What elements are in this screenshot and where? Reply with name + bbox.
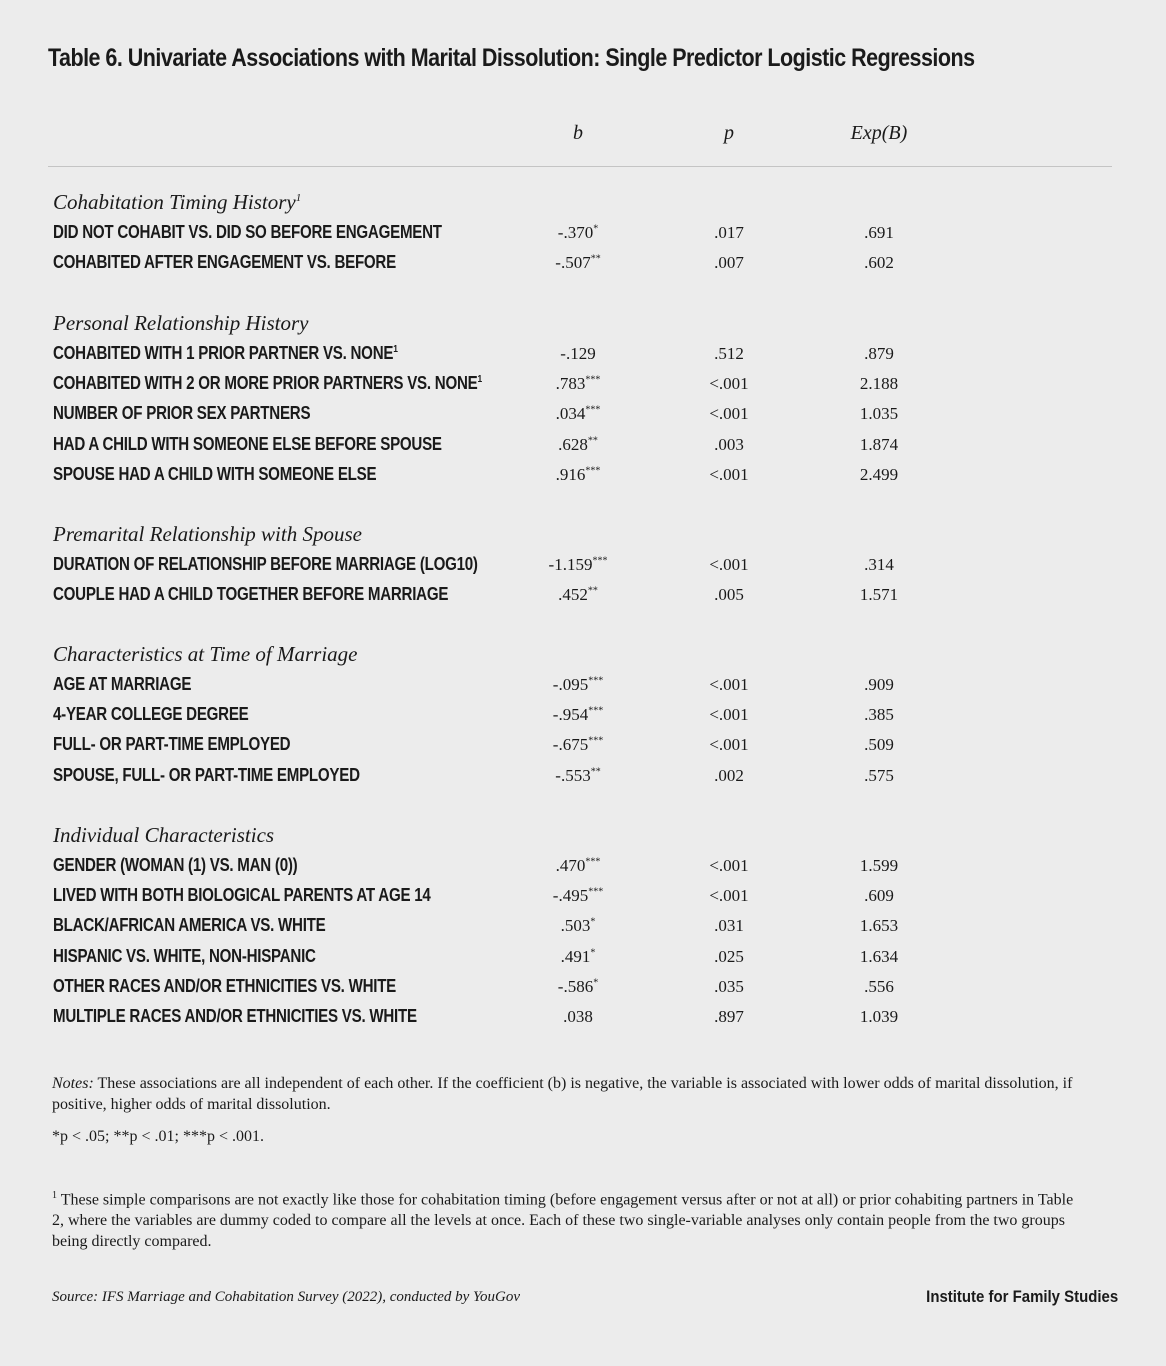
footnote-text: These simple comparisons are not exactly like those for cohabitation timing (before engagement versus after or not at all) or prior cohabiting partners in Table 2, where the variables are dummy coded to compare all the levels at once. Each of these two single-variable analyses only contain people from the two groups being directly compared.	[52, 1191, 1074, 1251]
section-heading-text: Personal Relationship History	[53, 311, 309, 335]
odds-ratio: .879	[864, 344, 894, 363]
footnote-marker: 1	[52, 1190, 57, 1201]
row-label	[53, 885, 431, 906]
coefficient-value: .038	[563, 1007, 593, 1026]
significance-stars: ***	[585, 374, 601, 386]
row-label-text: DURATION OF RELATIONSHIP BEFORE MARRIAGE (LOG10)	[53, 554, 478, 574]
coefficient-value: .503	[560, 916, 591, 936]
row-label	[53, 976, 396, 997]
coefficient-value: .783	[555, 374, 586, 394]
coefficient-value: .034	[555, 404, 586, 424]
row-label	[53, 252, 396, 273]
table-row	[0, 373, 1166, 403]
coefficient-b	[518, 223, 638, 243]
p-value: .005	[714, 585, 744, 605]
coefficient-value: .452	[558, 585, 588, 605]
p-value: .003	[714, 434, 744, 454]
row-label-text: OTHER RACES AND/OR ETHNICITIES VS. WHITE	[53, 975, 397, 996]
table-row	[0, 554, 1166, 584]
table-row	[0, 222, 1166, 252]
row-label-text: HISPANIC VS. WHITE, NON-HISPANIC	[53, 945, 316, 966]
coefficient-value: -.553	[555, 765, 591, 785]
significance-stars: ***	[585, 856, 601, 868]
row-label	[53, 554, 478, 575]
p-value: .512	[714, 344, 744, 363]
p-value: .035	[714, 976, 744, 996]
odds-ratio: 1.653	[859, 916, 899, 936]
row-label-text: COHABITED AFTER ENGAGEMENT VS. BEFORE	[53, 252, 396, 273]
row-label	[53, 674, 191, 695]
odds-ratio: .609	[864, 886, 894, 906]
coefficient-b	[518, 253, 638, 273]
notes	[52, 1073, 1082, 1115]
p-value: .897	[714, 1007, 744, 1026]
p-value: <.001	[709, 705, 749, 725]
table-row	[0, 765, 1166, 795]
row-label-text: HAD A CHILD WITH SOMEONE ELSE BEFORE SPOUSE	[53, 433, 442, 454]
table-row	[0, 252, 1166, 282]
p-value: <.001	[709, 886, 749, 906]
coefficient-value: .470	[555, 856, 586, 875]
p-value: <.001	[709, 464, 749, 484]
odds-ratio: .556	[864, 976, 894, 996]
coefficient-value: .491	[560, 946, 591, 966]
table-row	[0, 584, 1166, 614]
coefficient-b	[518, 947, 638, 967]
table-row	[0, 946, 1166, 976]
section-heading	[53, 190, 301, 215]
row-label	[53, 765, 360, 786]
row-label	[53, 343, 398, 364]
row-label	[53, 403, 310, 424]
coefficient-value: -.675	[552, 735, 589, 755]
significance-stars: ***	[588, 675, 604, 687]
table-row	[0, 915, 1166, 945]
coefficient-b	[518, 886, 638, 906]
odds-ratio: 2.188	[859, 374, 899, 394]
row-label	[53, 434, 442, 455]
odds-ratio: 1.571	[859, 585, 899, 605]
p-value: .025	[714, 946, 744, 966]
odds-ratio: .575	[864, 765, 894, 785]
table-title: Table 6. Univariate Associations with Marital Dissolution: Single Predictor Logistic Regressions	[48, 44, 975, 72]
coefficient-value: -.370	[557, 223, 594, 242]
odds-ratio: .691	[864, 223, 894, 242]
section-heading	[53, 522, 362, 547]
coefficient-value: -.495	[552, 886, 589, 906]
coefficient-b	[518, 404, 638, 424]
row-label	[53, 464, 376, 485]
significance-stars: *	[590, 946, 596, 958]
table-row	[0, 434, 1166, 464]
odds-ratio: .509	[864, 735, 894, 755]
significance-stars: **	[590, 253, 601, 265]
odds-ratio: .602	[864, 253, 894, 273]
significance-stars: ***	[588, 705, 604, 717]
row-label-text: COUPLE HAD A CHILD TOGETHER BEFORE MARRIAGE	[53, 584, 449, 605]
coefficient-value: -.095	[552, 675, 589, 694]
notes-label: Notes:	[52, 1075, 94, 1092]
row-label-text: NUMBER OF PRIOR SEX PARTNERS	[53, 403, 311, 424]
row-label	[53, 373, 482, 394]
table-row	[0, 855, 1166, 885]
column-header-exp: Exp(B)	[850, 122, 908, 144]
odds-ratio: 1.634	[859, 946, 899, 966]
p-value: <.001	[709, 856, 749, 875]
section-heading-text: Cohabitation Timing History	[53, 190, 296, 214]
coefficient-value: -.954	[552, 705, 589, 725]
p-value: .017	[714, 223, 744, 242]
significance-legend: *p < .05; **p < .01; ***p < .001.	[52, 1128, 264, 1145]
odds-ratio: 1.039	[859, 1007, 899, 1026]
row-label	[53, 1006, 417, 1027]
coefficient-b	[518, 344, 638, 364]
row-label-text: DID NOT COHABIT VS. DID SO BEFORE ENGAGEMENT	[53, 222, 442, 242]
p-value: <.001	[709, 374, 749, 394]
section-heading-footnote-marker: 1	[295, 192, 302, 204]
p-value: <.001	[709, 404, 749, 424]
table-row	[0, 1006, 1166, 1036]
coefficient-b	[518, 735, 638, 755]
significance-stars: *	[593, 977, 599, 989]
coefficient-b	[518, 766, 638, 786]
coefficient-b	[518, 435, 638, 455]
significance-stars: *	[593, 223, 599, 235]
coefficient-value: -.129	[560, 344, 596, 363]
significance-stars: ***	[585, 465, 601, 477]
p-value: <.001	[709, 555, 749, 574]
column-header-b: b	[573, 122, 583, 144]
section-heading	[53, 823, 274, 848]
row-label-text: LIVED WITH BOTH BIOLOGICAL PARENTS AT AGE 14	[53, 885, 431, 906]
coefficient-b	[518, 916, 638, 936]
footnote	[52, 1185, 1082, 1252]
header-divider	[48, 166, 1112, 167]
section-heading-text: Premarital Relationship with Spouse	[53, 522, 362, 546]
coefficient-b	[518, 705, 638, 725]
coefficient-b	[518, 555, 638, 575]
coefficient-value: .628	[558, 434, 588, 454]
coefficient-b	[518, 1007, 638, 1027]
row-footnote-marker: 1	[393, 344, 398, 355]
brand-name: Institute for Family Studies	[925, 1287, 1118, 1306]
table-row	[0, 734, 1166, 764]
p-value: .002	[714, 765, 744, 785]
row-label-text: AGE AT MARRIAGE	[53, 674, 192, 694]
section-heading-text: Individual Characteristics	[53, 823, 275, 847]
coefficient-value: .916	[555, 464, 586, 484]
table-row	[0, 704, 1166, 734]
coefficient-b	[518, 585, 638, 605]
coefficient-b	[518, 675, 638, 695]
row-label	[53, 915, 325, 936]
odds-ratio: 1.035	[859, 404, 899, 424]
row-label	[53, 704, 249, 725]
row-label-text: BLACK/AFRICAN AMERICA VS. WHITE	[53, 915, 326, 936]
odds-ratio: 1.599	[859, 856, 899, 875]
significance-stars: *	[590, 916, 596, 928]
significance-stars: ***	[585, 404, 601, 416]
p-value: <.001	[709, 735, 749, 755]
notes-text: These associations are all independent of each other. If the coefficient (b) is negative, the variable is associated with lower odds of marital dissolution, if positive, higher odds of marital dissolution.	[52, 1075, 1073, 1113]
p-value: .031	[714, 916, 744, 936]
table-row	[0, 674, 1166, 704]
section-heading-text: Characteristics at Time of Marriage	[53, 642, 358, 666]
row-label	[53, 734, 290, 755]
coefficient-value: -1.159	[548, 555, 593, 574]
column-header-p: p	[724, 122, 734, 144]
odds-ratio: 1.874	[859, 434, 899, 454]
row-label-text: COHABITED WITH 2 OR MORE PRIOR PARTNERS VS. NONE	[53, 373, 478, 394]
coefficient-b	[518, 856, 638, 876]
section-heading	[53, 311, 309, 336]
table-row	[0, 464, 1166, 494]
row-label	[53, 946, 316, 967]
odds-ratio: .385	[864, 705, 894, 725]
section-heading	[53, 642, 358, 667]
significance-stars: **	[587, 434, 598, 446]
table-row	[0, 885, 1166, 915]
coefficient-b	[518, 977, 638, 997]
odds-ratio: .909	[864, 675, 894, 694]
p-value: .007	[714, 253, 744, 273]
row-label-text: GENDER (WOMAN (1) VS. MAN (0))	[53, 855, 298, 875]
coefficient-b	[518, 374, 638, 394]
source-line: Source: IFS Marriage and Cohabitation Survey (2022), conducted by YouGov	[52, 1289, 520, 1305]
row-label-text: MULTIPLE RACES AND/OR ETHNICITIES VS. WHITE	[53, 1006, 417, 1026]
significance-stars: **	[590, 765, 601, 777]
row-label-text: SPOUSE HAD A CHILD WITH SOMEONE ELSE	[53, 463, 377, 484]
row-footnote-marker: 1	[477, 374, 482, 386]
row-label	[53, 855, 297, 876]
row-label-text: SPOUSE, FULL- OR PART-TIME EMPLOYED	[53, 764, 360, 785]
odds-ratio: 2.499	[859, 464, 899, 484]
p-value: <.001	[709, 675, 749, 694]
table-row	[0, 976, 1166, 1006]
row-label	[53, 222, 442, 243]
significance-stars: ***	[592, 555, 608, 567]
coefficient-b	[518, 465, 638, 485]
row-label-text: 4-YEAR COLLEGE DEGREE	[53, 704, 249, 725]
row-label-text: COHABITED WITH 1 PRIOR PARTNER VS. NONE	[53, 343, 394, 363]
table-row	[0, 343, 1166, 373]
significance-stars: **	[587, 585, 598, 597]
coefficient-value: -.586	[557, 976, 594, 996]
significance-stars: ***	[588, 886, 604, 898]
row-label-text: FULL- OR PART-TIME EMPLOYED	[53, 734, 291, 755]
coefficient-value: -.507	[555, 253, 591, 273]
significance-stars: ***	[588, 735, 604, 747]
row-label	[53, 584, 448, 605]
odds-ratio: .314	[864, 555, 894, 574]
table-row	[0, 403, 1166, 433]
